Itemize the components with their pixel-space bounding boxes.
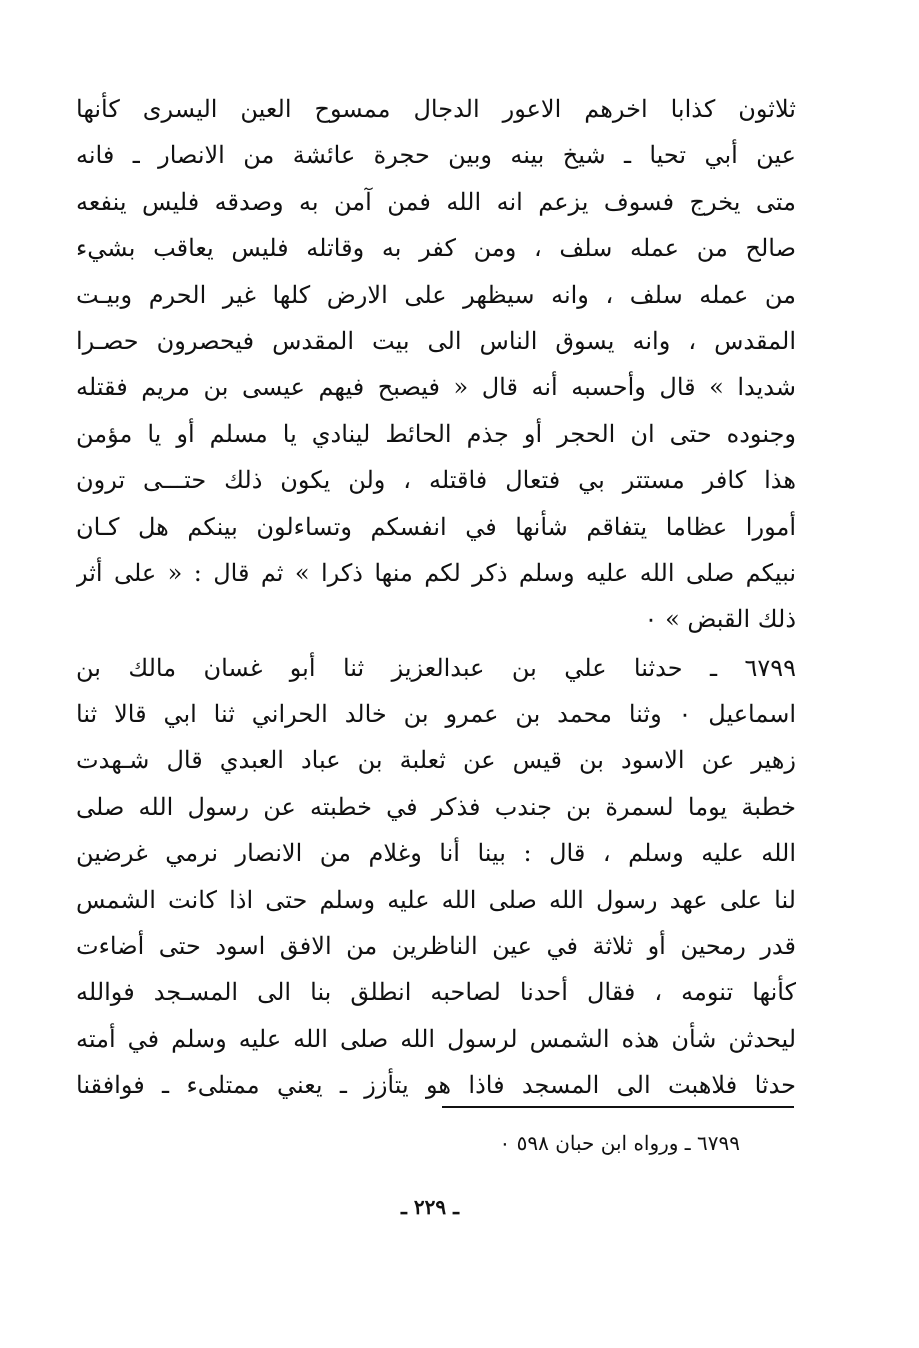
text-line: عين أبي تحيا ـ شيخ بينه وبين حجرة عائشة من الانصار ـ فانه	[76, 141, 796, 170]
text-line: ذلك القبض » ٠	[644, 605, 796, 634]
text-line: متى يخرج فسوف يزعم انه الله فمن آمن به وصدقه فليس ينفعه	[76, 187, 796, 216]
text-line: قدر رمحين أو ثلاثة في عين الناظرين من الافق اسود حتى أضاءت	[76, 932, 796, 961]
text-line: صالح من عمله سلف ، ومن كفر به وقاتله فليس يعاقب بشيء	[76, 234, 796, 263]
text-line: الله عليه وسلم ، قال : بينا أنا وغلام من الانصار نرمي غرضين	[76, 839, 796, 868]
text-line: حدثا فلاهبت الى المسجد فاذا هو يتأزز ـ يعني ممتلىء ـ فوافقنا	[76, 1071, 796, 1100]
text-line: ليحدثن شأن هذه الشمس لرسول الله صلى الله عليه وسلم في أمته	[76, 1024, 796, 1053]
text-line: اسماعيل ٠ وثنا محمد بن عمرو بن خالد الحراني ثنا ابي قالا ثنا	[76, 700, 796, 729]
text-line: من عمله سلف ، وانه سيظهر على الارض كلها غير الحرم وبيـت	[76, 280, 796, 309]
footnote: ٦٧٩٩ ـ ورواه ابن حبان ٥٩٨ ٠	[499, 1131, 740, 1155]
text-line: وجنوده حتى ان الحجر أو جذم الحائط لينادي يا مسلم أو يا مؤمن	[76, 419, 796, 448]
text-line: خطبة يوما لسمرة بن جندب فذكر في خطبته عن رسول الله صلى	[76, 792, 796, 821]
hadith-6799-first-line: ٦٧٩٩ ـ حدثنا علي بن عبدالعزيز ثنا أبو غسان مالك بن	[76, 653, 796, 682]
text-line: لنا على عهد رسول الله صلى الله عليه وسلم حتى اذا كانت الشمس	[76, 885, 796, 914]
text-line: أمورا عظاما يتفاقم شأنها في انفسكم وتساءلون بينكم هل كـان	[76, 512, 796, 541]
footnote-divider	[442, 1106, 794, 1108]
text-line: زهير عن الاسود بن قيس عن ثعلبة بن عباد العبدي قال شـهدت	[76, 746, 796, 775]
text-line: شديدا » قال وأحسبه أنه قال « فيصبح فيهم عيسى بن مريم فقتله	[76, 373, 796, 402]
text-line: ثلاثون كذابا اخرهم الاعور الدجال ممسوح العين اليسرى كأنها	[76, 95, 796, 123]
main-text-block	[76, 86, 796, 1109]
text-line: هذا كافر مستتر بي فتعال فاقتله ، ولن يكون ذلك حتـــى ترون	[76, 466, 796, 495]
text-line: نبيكم صلى الله عليه وسلم ذكر لكم منها ذكرا » ثم قال : « على أثر	[76, 558, 796, 587]
page-number: ـ ٢٢٩ ـ	[401, 1195, 459, 1219]
text-line: المقدس ، وانه يسوق الناس الى بيت المقدس فيحصرون حصـرا	[76, 326, 796, 355]
text-line: كأنها تنومه ، فقال أحدنا لصاحبه انطلق بنا الى المسـجد فوالله	[76, 978, 796, 1007]
